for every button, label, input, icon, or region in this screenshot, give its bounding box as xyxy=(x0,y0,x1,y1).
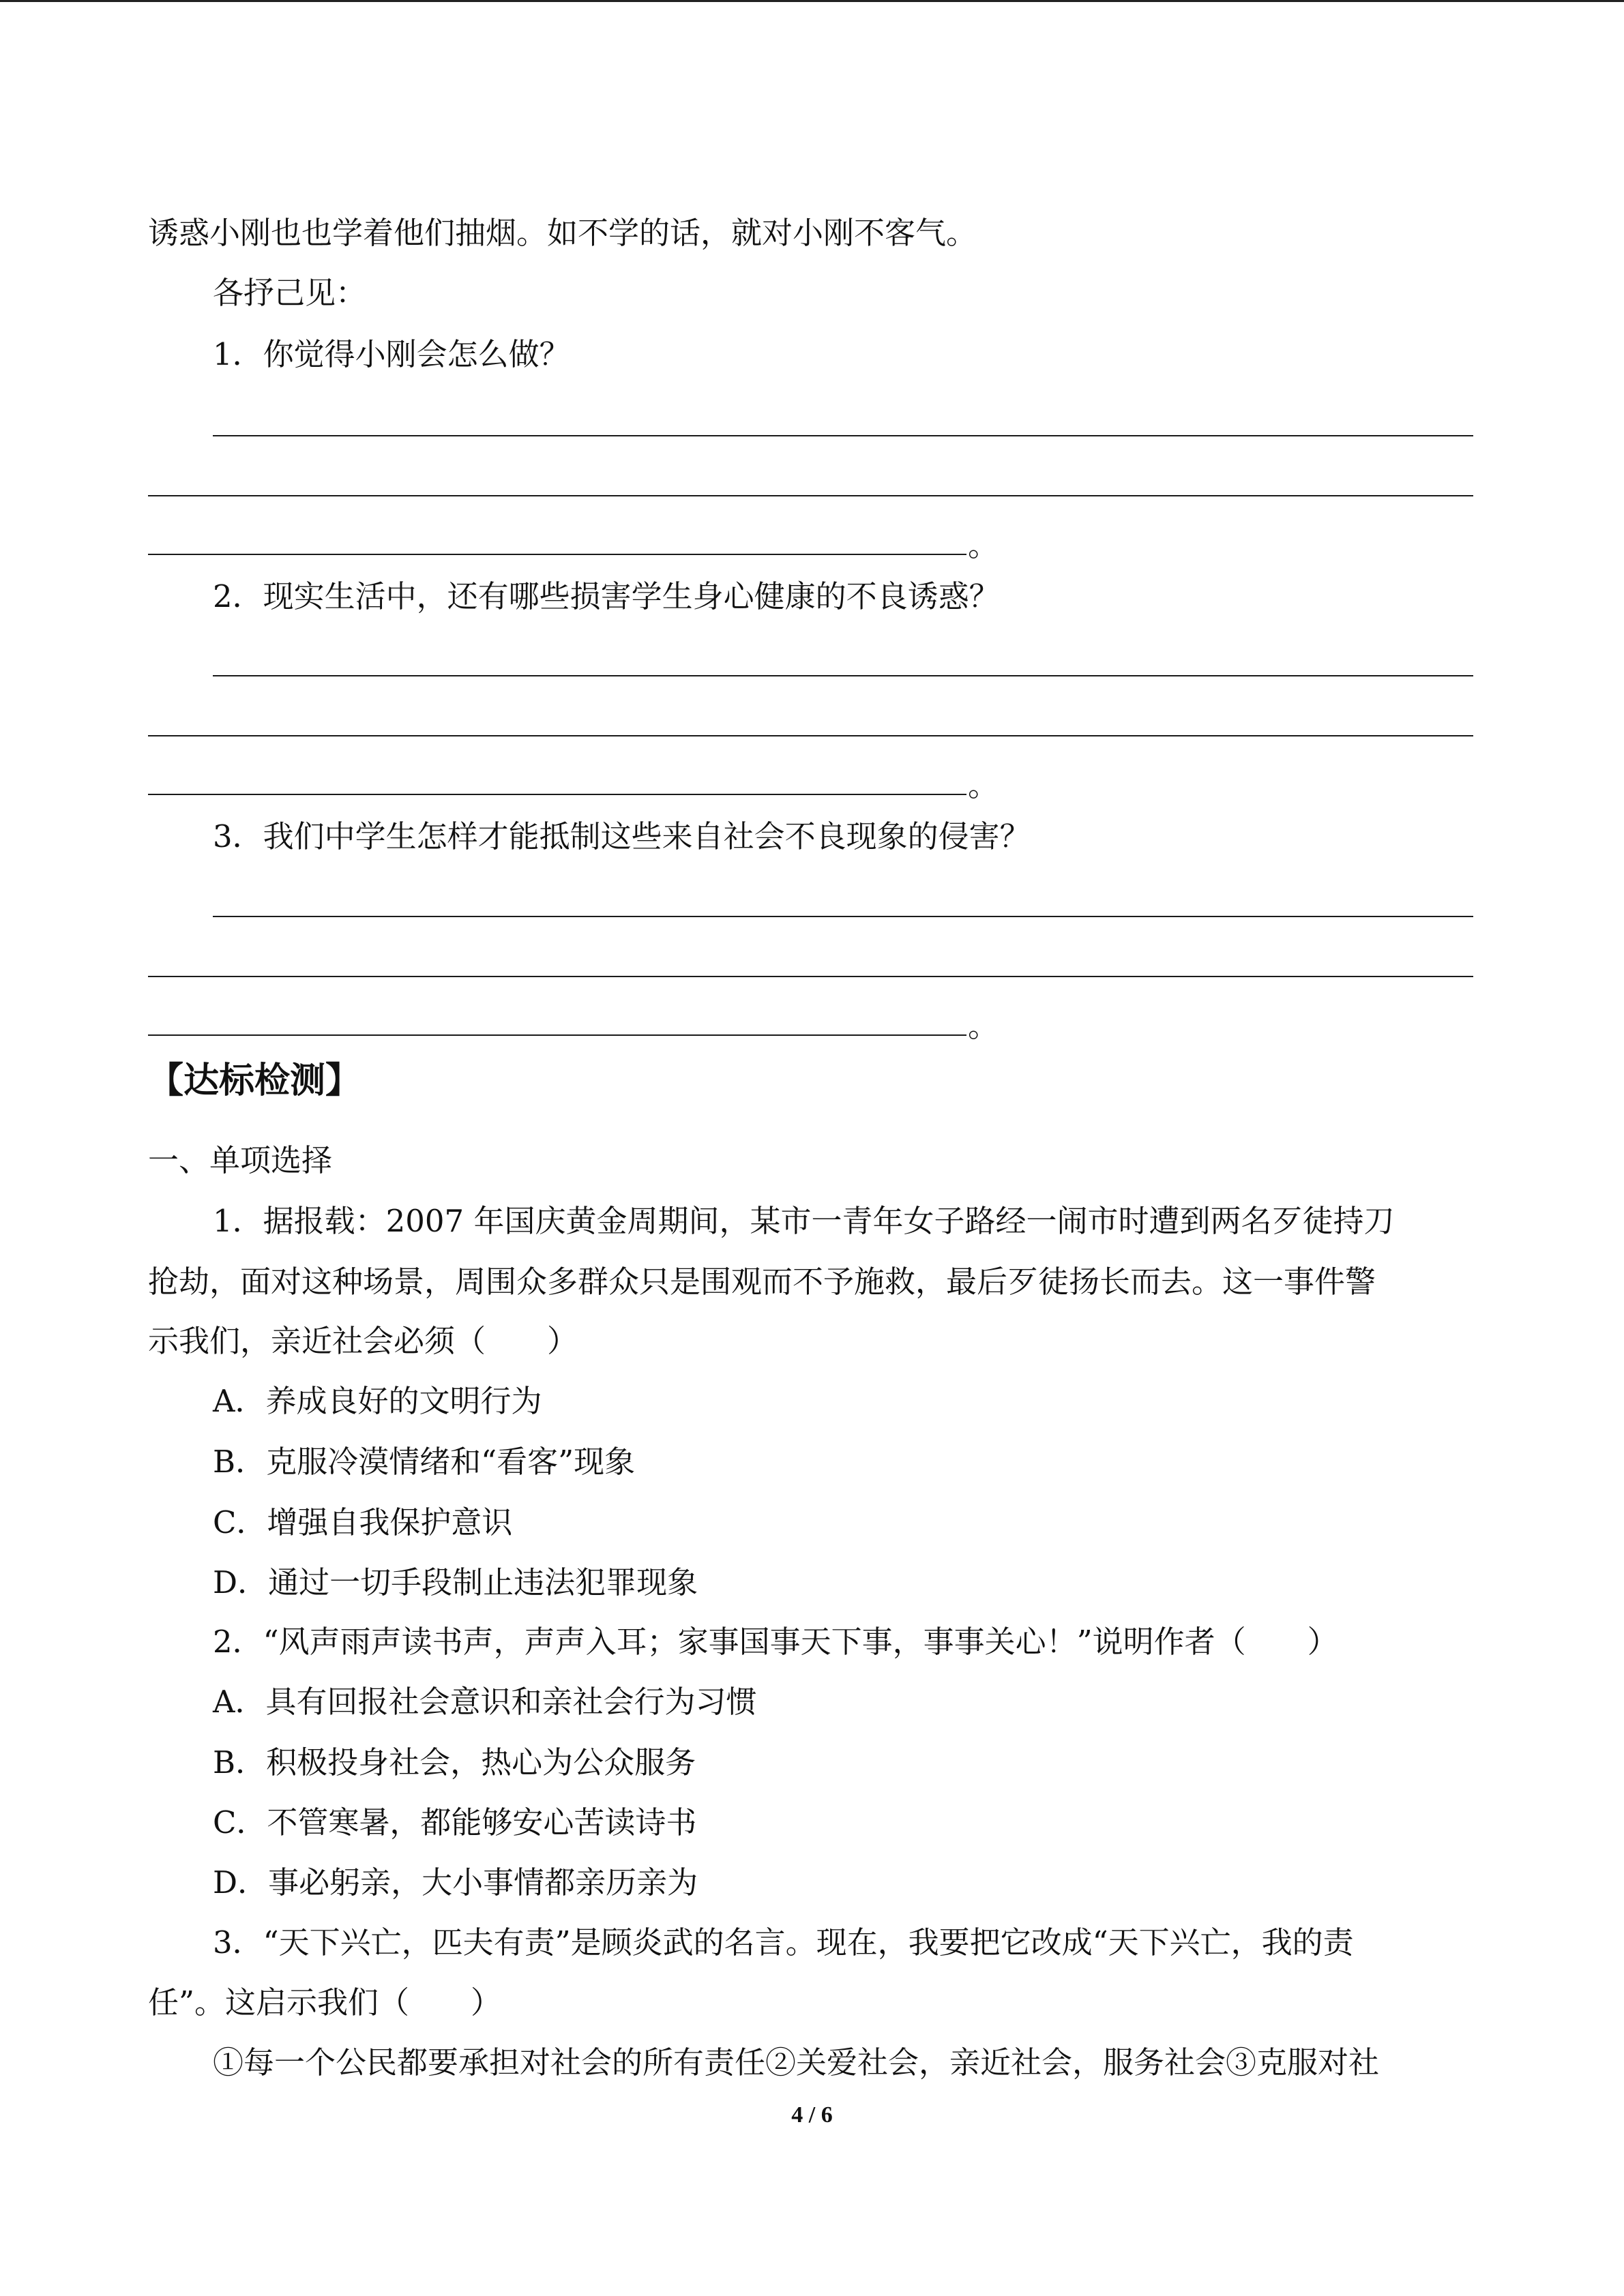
section-title: 【达标检测】 xyxy=(148,1060,361,1101)
q2-option-b[interactable]: B．积极投身社会，热心为公众服务 xyxy=(213,1744,696,1780)
answer-line[interactable] xyxy=(148,554,966,555)
q3-stem-line-1: 3．“天下兴亡，匹夫有责”是顾炎武的名言。现在，我要把它改成“天下兴亡，我的责 xyxy=(213,1924,1354,1960)
q1-option-a[interactable]: A．养成良好的文明行为 xyxy=(213,1383,542,1419)
q1-option-c[interactable]: C．增强自我保护意识 xyxy=(213,1504,513,1540)
q1-stem-line-2: 抢劫，面对这种场景，周围众多群众只是围观而不予施救，最后歹徒扬长而去。这一事件警 xyxy=(148,1264,1376,1300)
answer-line[interactable] xyxy=(148,794,966,795)
discussion-question-3: 3．我们中学生怎样才能抵制这些来自社会不良现象的侵害？ xyxy=(213,818,1031,854)
discussion-question-2: 2．现实生活中，还有哪些损害学生身心健康的不良诱惑？ xyxy=(213,578,1000,614)
q3-stem-line-3: ①每一个公民都要承担对社会的所有责任②关爱社会，亲近社会，服务社会③克服对社 xyxy=(213,2044,1380,2081)
q2-stem: 2．“风声雨声读书声，声声入耳；家事国事天下事，事事关心！”说明作者（ ） xyxy=(213,1624,1338,1660)
page-top-border xyxy=(0,0,1624,2)
answer-end-mark: 。 xyxy=(968,767,999,803)
q1-option-d[interactable]: D．通过一切手段制止违法犯罪现象 xyxy=(213,1564,698,1600)
q2-option-c[interactable]: C．不管寒暑，都能够安心苦读诗书 xyxy=(213,1804,697,1840)
q1-option-b[interactable]: B．克服冷漠情绪和“看客”现象 xyxy=(213,1444,636,1480)
answer-line[interactable] xyxy=(213,435,1473,436)
answer-line[interactable] xyxy=(213,675,1473,676)
page-number: 4 / 6 xyxy=(791,2102,833,2128)
answer-end-mark: 。 xyxy=(968,527,999,563)
q1-stem-line-3: 示我们，亲近社会必须（ ） xyxy=(148,1323,578,1359)
discussion-label: 各抒己见： xyxy=(213,275,367,311)
answer-line[interactable] xyxy=(148,495,1473,496)
answer-line[interactable] xyxy=(213,916,1473,917)
answer-line[interactable] xyxy=(148,976,1473,977)
q3-stem-line-2: 任”。这启示我们（ ） xyxy=(148,1984,502,2021)
discussion-question-1: 1．你觉得小刚会怎么做？ xyxy=(213,336,570,372)
q2-option-a[interactable]: A．具有回报社会意识和亲社会行为习惯 xyxy=(213,1684,757,1720)
q1-stem-line-1: 1．据报载：2007 年国庆黄金周期间，某市一青年女子路经一闹市时遭到两名歹徒持刀 xyxy=(213,1203,1395,1239)
q2-option-d[interactable]: D．事必躬亲，大小事情都亲历亲为 xyxy=(213,1864,698,1900)
story-continuation: 诱惑小刚也也学着他们抽烟。如不学的话，就对小刚不客气。 xyxy=(148,215,977,251)
answer-end-mark: 。 xyxy=(968,1008,999,1044)
part-title: 一、单项选择 xyxy=(148,1142,333,1178)
answer-line[interactable] xyxy=(148,1034,966,1036)
answer-line[interactable] xyxy=(148,735,1473,736)
